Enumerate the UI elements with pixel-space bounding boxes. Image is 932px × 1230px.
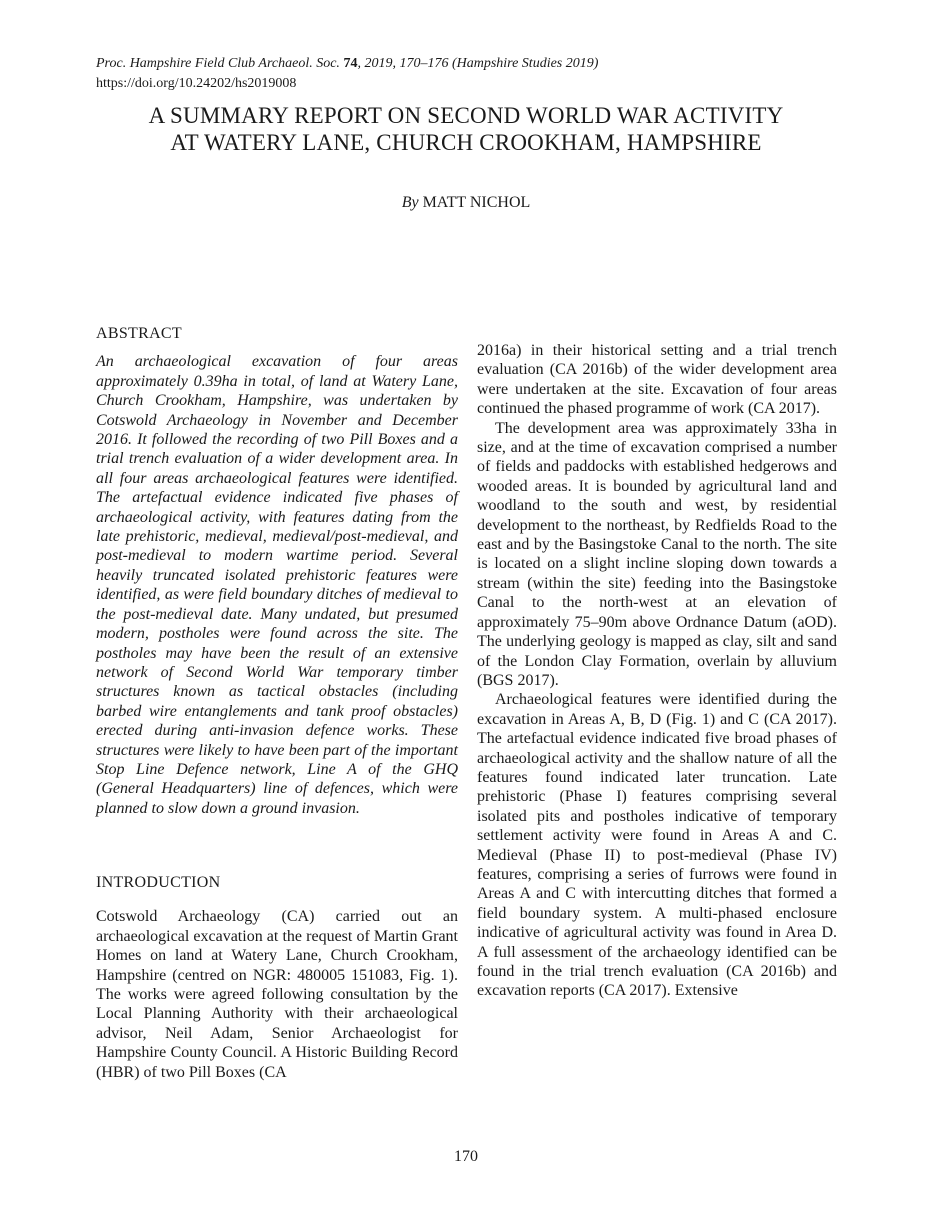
- body-paragraph-3: Archaeological features were identified during the excavation in Areas A, B, D (Fig. 1) and C (CA 2017). The artefactual evidence indicated five broad phases of archaeological activity and the shallow nature of all the features found indicated later truncation. Late prehistoric (Phase I) features comprising several isolated pits and postholes indicative of temporary settlement activity were found in Areas A and C. Medieval (Phase II) to post-medieval (Phase IV) features, comprising a series of furrows were found in Areas A and C with intercutting ditches that formed a field boundary system. A multi-phased enclosure indicative of agricultural activity was found in Area D. A full assessment of the archaeology identified can be found in the trial trench evaluation (CA 2016b) and excavation reports (CA 2017). Extensive: [477, 691, 837, 1000]
- body-paragraph-1: 2016a) in their historical setting and a trial trench evaluation (CA 2016b) of the wider development area were undertaken at the site. Excavation of four areas continued the phased programme of work (CA 2017).: [477, 342, 837, 418]
- abstract-section: [96, 324, 458, 818]
- journal-header: [96, 54, 856, 94]
- page-number: 170: [454, 1148, 478, 1165]
- right-column: [477, 341, 837, 1001]
- journal-name: Proc. Hampshire Field Club Archaeol. Soc.: [96, 56, 340, 71]
- volume-number: 74: [343, 56, 358, 71]
- introduction-section: [96, 873, 458, 1082]
- abstract-text: An archaeological excavation of four areas approximately 0.39ha in total, of land at Watery Lane, Church Crookham, Hampshire, was undertaken by Cotswold Archaeology in November and December 2016. It followed the recording of two Pill Boxes and a trial trench evaluation of a wider development area. In all four areas archaeological features were identified. The artefactual evidence indicated five phases of archaeological activity, with features dating from the late prehistoric, medieval, medieval/post-medieval, and post-medieval to modern wartime period. Several heavily truncated isolated prehistoric features were identified, as were field boundary ditches of medieval to the post-medieval date. Many undated, but presumed modern, postholes were found across the site. The postholes may have been the result of an extensive network of Second World War temporary timber structures known as tactical obstacles (including barbed wire entanglements and tank proof obstacles) erected during anti-invasion defence works. These structures were likely to have been part of the important Stop Line Defence network, Line A of the GHQ (General Headquarters) line of defences, which were planned to slow down a ground invasion.: [96, 353, 458, 817]
- introduction-paragraph-1: Cotswold Archaeology (CA) carried out an archaeological excavation at the request of Martin Grant Homes on land at Watery Lane, Church Crookham, Hampshire (centred on NGR: 480005 151083, Fig. 1). The works were agreed following consultation by the Local Planning Authority with their archaeological advisor, Neil Adam, Senior Archaeologist for Hampshire County Council. A Historic Building Record (HBR) of two Pill Boxes (CA: [96, 908, 458, 1081]
- byline: [0, 194, 932, 212]
- doi-link[interactable]: https://doi.org/10.24202/hs2019008: [96, 76, 297, 91]
- title-line-2: AT WATERY LANE, CHURCH CROOKHAM, HAMPSHIRE: [170, 130, 762, 155]
- author-name: MATT NICHOL: [422, 194, 531, 211]
- citation-details: , 2019, 170–176 (Hampshire Studies 2019): [357, 56, 599, 71]
- byline-prefix: By: [401, 194, 419, 211]
- body-paragraph-2: The development area was approximately 33ha in size, and at the time of excavation comprised a number of fields and paddocks with established hedgerows and wooded areas. It is bounded by agricultural land and woodland to the south and west, by residential development to the northeast, by Redfields Road to the east and by the Basingstoke Canal to the north. The site is located on a slight incline sloping down towards a stream (within the site) feeding into the Basingstoke Canal to the north-west at an elevation of approximately 75–90m above Ordnance Datum (aOD). The underlying geology is mapped as clay, silt and sand of the London Clay Formation, overlain by alluvium (BGS 2017).: [477, 419, 837, 689]
- article-title: [60, 102, 872, 156]
- abstract-heading: ABSTRACT: [96, 325, 182, 342]
- citation-line: [96, 54, 856, 74]
- title-line-1: A SUMMARY REPORT ON SECOND WORLD WAR ACTIVITY: [148, 103, 784, 128]
- introduction-heading: INTRODUCTION: [96, 874, 221, 891]
